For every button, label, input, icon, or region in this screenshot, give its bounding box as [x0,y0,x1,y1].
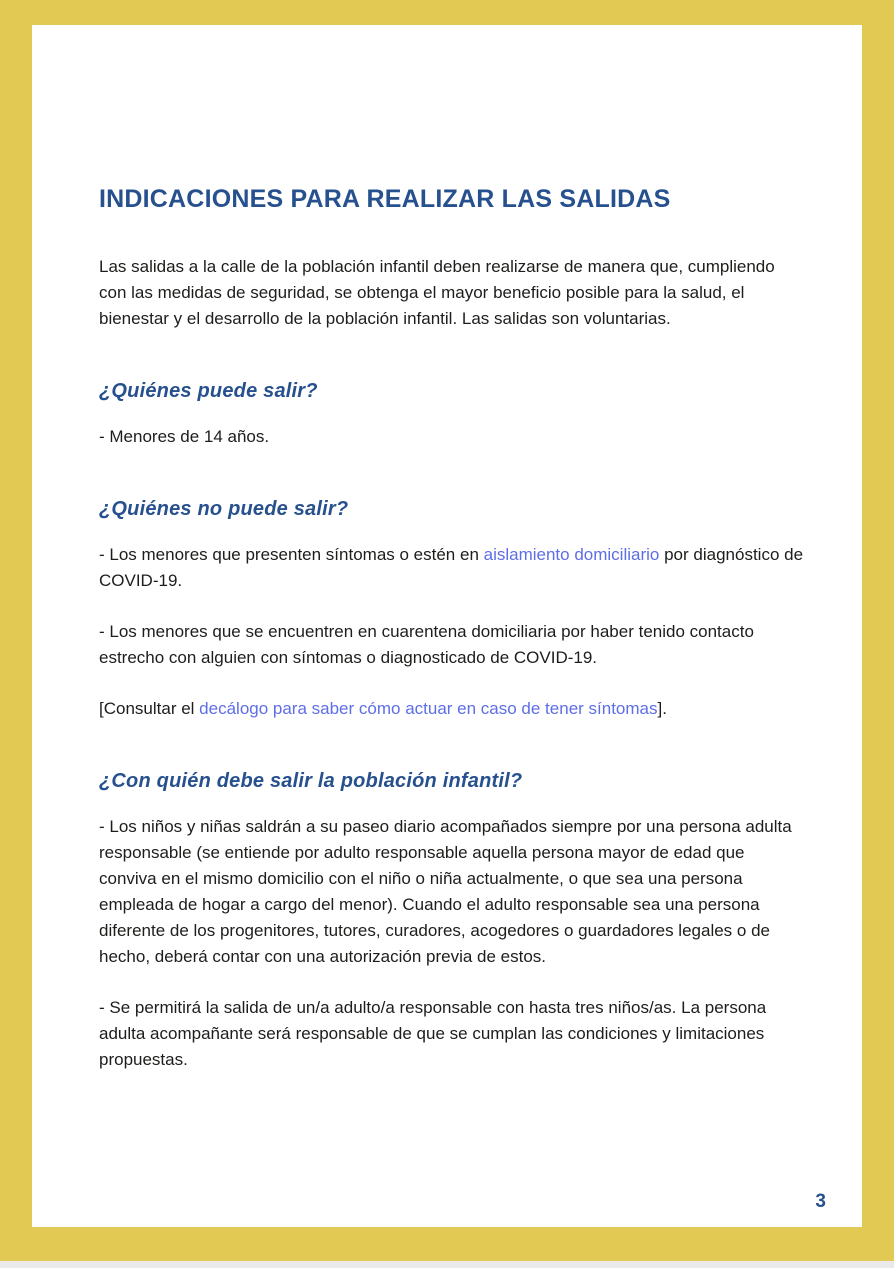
section-quienes-puede-salir [99,380,804,450]
paragraph [99,619,804,671]
paragraph-text: - Menores de 14 años. [99,427,270,446]
paragraph [99,814,804,970]
section-heading-con-quien-debe-salir: ¿Con quién debe salir la población infantil? [99,770,523,792]
paragraph-text: ]. [657,699,667,718]
page-content [32,25,862,1073]
link-aislamiento-domiciliario[interactable]: aislamiento domiciliario [483,545,660,564]
document-page [32,25,862,1227]
section-heading-quienes-puede-salir: ¿Quiénes puede salir? [99,380,318,402]
page-title: INDICACIONES PARA REALIZAR LAS SALIDAS [99,185,671,213]
paragraph-text: - Los menores que se encuentren en cuarentena domiciliaria por haber tenido contacto estrecho con alguien con síntomas o diagnosticado de COVID-19. [99,622,754,667]
paragraph-text: - Los niños y niñas saldrán a su paseo diario acompañados siempre por una persona adulta responsable (se entiende por adulto responsable aquella persona mayor de edad que conviva en el mismo domicilio con el niño o niña actualmente, o que sea una persona empleada de hogar a cargo del menor). Cuando el adulto responsable sea una persona diferente de los progenitores, tutores, curadores, acogedores o guardadores legales o de hecho, deberá contar con una autorización previa de estos. [99,817,792,966]
paragraph [99,995,804,1073]
page-number: 3 [815,1191,826,1212]
paragraph-text: [Consultar el [99,699,200,718]
paragraph [99,424,804,450]
paragraph [99,696,804,722]
section-heading-quienes-no-puede-salir: ¿Quiénes no puede salir? [99,498,349,520]
section-con-quien-debe-salir [99,770,804,1073]
paragraph-text: por diagnóstico de COVID-19. [99,545,804,590]
paragraph [99,542,804,594]
next-page-edge [0,1261,894,1268]
section-quienes-no-puede-salir [99,498,804,722]
paragraph-text: - Se permitirá la salida de un/a adulto/a responsable con hasta tres niños/as. La persona adulta acompañante será responsable de que se cumplan las condiciones y limitaciones propuestas. [99,998,767,1069]
paragraph-text: - Los menores que presenten síntomas o estén en [99,545,484,564]
intro-paragraph: Las salidas a la calle de la población infantil deben realizarse de manera que, cumpliendo con las medidas de seguridad, se obtenga el mayor beneficio posible para la salud, el bienestar y el desarrollo de la población infantil. Las salidas son voluntarias. [99,257,775,328]
link-decalogo-sintomas[interactable]: decálogo para saber cómo actuar en caso de tener síntomas [199,699,658,718]
